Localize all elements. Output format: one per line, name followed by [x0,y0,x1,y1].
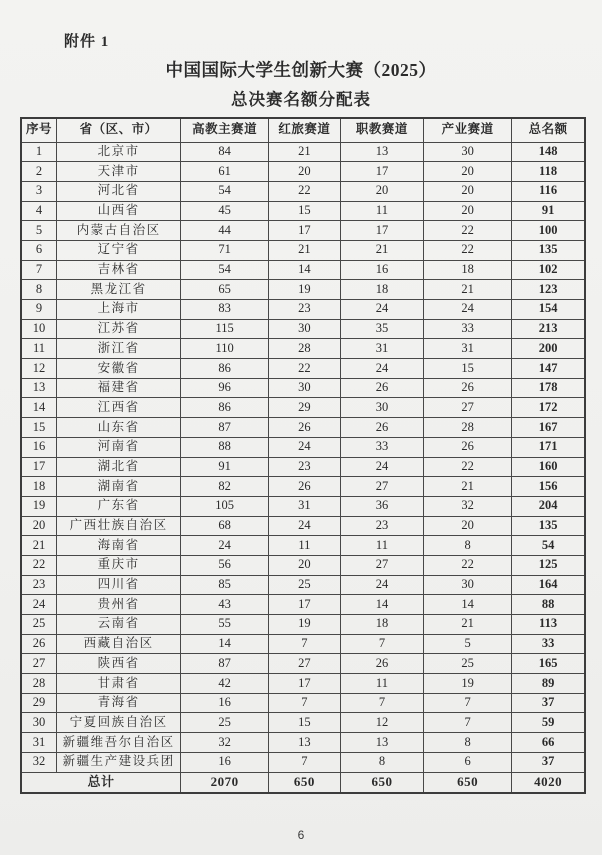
province-name-cell: 江苏省 [57,319,181,339]
quota-vocational-cell: 20 [340,181,423,201]
quota-vocational-cell: 30 [340,398,423,418]
quota-vocational-cell: 24 [340,457,423,477]
quota-vocational-cell: 7 [340,634,423,654]
quota-industry-cell: 30 [424,142,512,162]
quota-industry-cell: 21 [424,280,512,300]
quota-higher-ed-cell: 71 [181,240,269,260]
quota-industry-cell: 22 [424,457,512,477]
table-row [21,240,585,260]
province-name-cell: 宁夏回族自治区 [57,713,181,733]
quota-vocational-cell: 7 [340,693,423,713]
table-row [21,378,585,398]
quota-industry-cell: 21 [424,615,512,635]
quota-red-tourism-cell: 7 [269,693,341,713]
table-row [21,221,585,241]
row-total-cell: 135 [512,240,585,260]
quota-vocational-cell: 14 [340,595,423,615]
quota-industry-cell: 25 [424,654,512,674]
quota-industry-cell: 33 [424,319,512,339]
table-row [21,575,585,595]
quota-red-tourism-cell: 22 [269,359,341,379]
quota-industry-cell: 22 [424,555,512,575]
quota-industry-cell: 21 [424,477,512,497]
quota-higher-ed-cell: 61 [181,162,269,182]
province-name-cell: 福建省 [57,378,181,398]
quota-industry-cell: 26 [424,378,512,398]
quota-red-tourism-cell: 11 [269,536,341,556]
row-total-cell: 156 [512,477,585,497]
quota-higher-ed-cell: 56 [181,555,269,575]
row-index-cell: 32 [21,752,57,772]
row-index-cell: 22 [21,555,57,575]
quota-industry-cell: 20 [424,162,512,182]
row-index-cell: 8 [21,280,57,300]
grand-total-value-cell: 650 [269,772,341,793]
province-name-cell: 吉林省 [57,260,181,280]
quota-industry-cell: 15 [424,359,512,379]
province-name-cell: 浙江省 [57,339,181,359]
column-header-cell: 序号 [21,118,57,142]
quota-vocational-cell: 8 [340,752,423,772]
row-total-cell: 88 [512,595,585,615]
quota-red-tourism-cell: 20 [269,555,341,575]
row-index-cell: 15 [21,418,57,438]
province-name-cell: 陕西省 [57,654,181,674]
row-index-cell: 17 [21,457,57,477]
row-total-cell: 171 [512,437,585,457]
quota-red-tourism-cell: 20 [269,162,341,182]
row-total-cell: 91 [512,201,585,221]
row-total-cell: 154 [512,300,585,320]
quota-industry-cell: 20 [424,516,512,536]
row-index-cell: 23 [21,575,57,595]
table-row [21,418,585,438]
quota-vocational-cell: 17 [340,221,423,241]
quota-industry-cell: 20 [424,181,512,201]
table-row [21,437,585,457]
row-index-cell: 26 [21,634,57,654]
row-total-cell: 100 [512,221,585,241]
table-row [21,477,585,497]
quota-red-tourism-cell: 17 [269,221,341,241]
row-index-cell: 16 [21,437,57,457]
quota-higher-ed-cell: 82 [181,477,269,497]
column-header-cell: 职教赛道 [340,118,423,142]
table-row [21,280,585,300]
quota-vocational-cell: 13 [340,733,423,753]
row-total-cell: 54 [512,536,585,556]
quota-vocational-cell: 26 [340,654,423,674]
province-name-cell: 四川省 [57,575,181,595]
quota-higher-ed-cell: 44 [181,221,269,241]
quota-vocational-cell: 18 [340,280,423,300]
quota-allocation-table [20,117,586,794]
quota-industry-cell: 26 [424,437,512,457]
row-index-cell: 18 [21,477,57,497]
quota-higher-ed-cell: 54 [181,260,269,280]
quota-red-tourism-cell: 26 [269,418,341,438]
table-row [21,693,585,713]
quota-higher-ed-cell: 16 [181,693,269,713]
quota-red-tourism-cell: 19 [269,615,341,635]
grand-total-value-cell: 2070 [181,772,269,793]
quota-industry-cell: 24 [424,300,512,320]
attachment-label: 附件 1 [64,34,110,50]
table-header [21,118,585,142]
row-total-cell: 164 [512,575,585,595]
table-row [21,162,585,182]
quota-red-tourism-cell: 27 [269,654,341,674]
quota-higher-ed-cell: 25 [181,713,269,733]
province-name-cell: 青海省 [57,693,181,713]
quota-higher-ed-cell: 45 [181,201,269,221]
quota-vocational-cell: 17 [340,162,423,182]
row-total-cell: 165 [512,654,585,674]
quota-red-tourism-cell: 23 [269,300,341,320]
quota-higher-ed-cell: 14 [181,634,269,654]
quota-red-tourism-cell: 28 [269,339,341,359]
quota-red-tourism-cell: 14 [269,260,341,280]
quota-red-tourism-cell: 7 [269,752,341,772]
quota-vocational-cell: 11 [340,674,423,694]
quota-higher-ed-cell: 65 [181,280,269,300]
quota-higher-ed-cell: 91 [181,457,269,477]
quota-vocational-cell: 26 [340,418,423,438]
quota-vocational-cell: 24 [340,575,423,595]
quota-higher-ed-cell: 110 [181,339,269,359]
row-total-cell: 172 [512,398,585,418]
table-row [21,201,585,221]
column-header-cell: 高教主赛道 [181,118,269,142]
quota-vocational-cell: 12 [340,713,423,733]
quota-industry-cell: 32 [424,496,512,516]
quota-red-tourism-cell: 17 [269,595,341,615]
quota-red-tourism-cell: 24 [269,437,341,457]
quota-industry-cell: 8 [424,536,512,556]
province-name-cell: 广西壮族自治区 [57,516,181,536]
province-name-cell: 重庆市 [57,555,181,575]
table-row [21,300,585,320]
row-index-cell: 24 [21,595,57,615]
table-footer [21,772,585,793]
quota-industry-cell: 5 [424,634,512,654]
grand-total-value-cell: 4020 [512,772,585,793]
province-name-cell: 新疆生产建设兵团 [57,752,181,772]
table-row [21,260,585,280]
row-total-cell: 113 [512,615,585,635]
quota-red-tourism-cell: 24 [269,516,341,536]
quota-higher-ed-cell: 96 [181,378,269,398]
quota-red-tourism-cell: 29 [269,398,341,418]
grand-total-value-cell: 650 [340,772,423,793]
row-index-cell: 1 [21,142,57,162]
quota-vocational-cell: 11 [340,201,423,221]
row-index-cell: 21 [21,536,57,556]
quota-vocational-cell: 33 [340,437,423,457]
row-index-cell: 9 [21,300,57,320]
row-total-cell: 37 [512,752,585,772]
province-name-cell: 西藏自治区 [57,634,181,654]
table-row [21,752,585,772]
table-body [21,142,585,772]
column-header-cell: 红旅赛道 [269,118,341,142]
quota-industry-cell: 7 [424,713,512,733]
table-row [21,733,585,753]
quota-industry-cell: 18 [424,260,512,280]
province-name-cell: 黑龙江省 [57,280,181,300]
quota-industry-cell: 27 [424,398,512,418]
quota-industry-cell: 7 [424,693,512,713]
row-total-cell: 123 [512,280,585,300]
row-index-cell: 3 [21,181,57,201]
quota-red-tourism-cell: 21 [269,142,341,162]
quota-vocational-cell: 27 [340,555,423,575]
quota-industry-cell: 14 [424,595,512,615]
quota-red-tourism-cell: 30 [269,319,341,339]
row-total-cell: 148 [512,142,585,162]
document-subtitle: 总决赛名额分配表 [231,90,371,109]
row-index-cell: 28 [21,674,57,694]
row-total-cell: 37 [512,693,585,713]
quota-industry-cell: 22 [424,221,512,241]
quota-red-tourism-cell: 31 [269,496,341,516]
province-name-cell: 贵州省 [57,595,181,615]
province-name-cell: 江西省 [57,398,181,418]
row-index-cell: 19 [21,496,57,516]
row-total-cell: 125 [512,555,585,575]
row-total-cell: 204 [512,496,585,516]
row-index-cell: 13 [21,378,57,398]
row-total-cell: 33 [512,634,585,654]
document-title: 中国国际大学生创新大赛（2025） [165,60,437,80]
page-number: 6 [297,828,305,842]
table-row [21,398,585,418]
quota-red-tourism-cell: 7 [269,634,341,654]
quota-higher-ed-cell: 32 [181,733,269,753]
row-total-cell: 59 [512,713,585,733]
row-index-cell: 4 [21,201,57,221]
row-index-cell: 30 [21,713,57,733]
quota-higher-ed-cell: 54 [181,181,269,201]
quota-higher-ed-cell: 87 [181,418,269,438]
province-name-cell: 湖南省 [57,477,181,497]
quota-vocational-cell: 31 [340,339,423,359]
quota-industry-cell: 30 [424,575,512,595]
province-name-cell: 辽宁省 [57,240,181,260]
province-name-cell: 河北省 [57,181,181,201]
quota-industry-cell: 19 [424,674,512,694]
table-row [21,615,585,635]
quota-industry-cell: 22 [424,240,512,260]
row-total-cell: 200 [512,339,585,359]
table-row [21,457,585,477]
quota-vocational-cell: 21 [340,240,423,260]
quota-red-tourism-cell: 15 [269,201,341,221]
quota-red-tourism-cell: 17 [269,674,341,694]
grand-total-label-cell: 总计 [21,772,181,793]
table-row [21,142,585,162]
row-index-cell: 25 [21,615,57,635]
quota-vocational-cell: 35 [340,319,423,339]
table-row [21,555,585,575]
column-header-cell: 省（区、市） [57,118,181,142]
quota-higher-ed-cell: 88 [181,437,269,457]
row-index-cell: 7 [21,260,57,280]
province-name-cell: 湖北省 [57,457,181,477]
quota-industry-cell: 20 [424,201,512,221]
quota-vocational-cell: 36 [340,496,423,516]
province-name-cell: 山东省 [57,418,181,438]
quota-industry-cell: 31 [424,339,512,359]
row-index-cell: 6 [21,240,57,260]
row-total-cell: 160 [512,457,585,477]
quota-industry-cell: 28 [424,418,512,438]
row-total-cell: 66 [512,733,585,753]
quota-vocational-cell: 18 [340,615,423,635]
quota-higher-ed-cell: 55 [181,615,269,635]
table-row [21,181,585,201]
quota-red-tourism-cell: 19 [269,280,341,300]
quota-higher-ed-cell: 68 [181,516,269,536]
quota-industry-cell: 6 [424,752,512,772]
province-name-cell: 河南省 [57,437,181,457]
row-total-cell: 178 [512,378,585,398]
quota-higher-ed-cell: 86 [181,359,269,379]
row-total-cell: 147 [512,359,585,379]
quota-vocational-cell: 23 [340,516,423,536]
quota-vocational-cell: 27 [340,477,423,497]
header-row [21,118,585,142]
table-row [21,536,585,556]
quota-higher-ed-cell: 16 [181,752,269,772]
province-name-cell: 安徽省 [57,359,181,379]
province-name-cell: 甘肃省 [57,674,181,694]
quota-higher-ed-cell: 86 [181,398,269,418]
quota-red-tourism-cell: 22 [269,181,341,201]
province-name-cell: 海南省 [57,536,181,556]
row-index-cell: 12 [21,359,57,379]
column-header-cell: 产业赛道 [424,118,512,142]
quota-red-tourism-cell: 30 [269,378,341,398]
quota-red-tourism-cell: 21 [269,240,341,260]
quota-red-tourism-cell: 26 [269,477,341,497]
row-total-cell: 167 [512,418,585,438]
quota-vocational-cell: 24 [340,300,423,320]
row-total-cell: 213 [512,319,585,339]
row-index-cell: 14 [21,398,57,418]
row-total-cell: 135 [512,516,585,536]
row-total-cell: 116 [512,181,585,201]
table-row [21,654,585,674]
row-index-cell: 31 [21,733,57,753]
row-index-cell: 11 [21,339,57,359]
quota-industry-cell: 8 [424,733,512,753]
quota-higher-ed-cell: 105 [181,496,269,516]
quota-red-tourism-cell: 13 [269,733,341,753]
quota-higher-ed-cell: 87 [181,654,269,674]
row-index-cell: 29 [21,693,57,713]
table-row [21,516,585,536]
table-row [21,674,585,694]
grand-total-value-cell: 650 [424,772,512,793]
quota-red-tourism-cell: 23 [269,457,341,477]
column-header-cell: 总名额 [512,118,585,142]
table-row [21,339,585,359]
quota-higher-ed-cell: 83 [181,300,269,320]
row-index-cell: 5 [21,221,57,241]
quota-vocational-cell: 11 [340,536,423,556]
province-name-cell: 云南省 [57,615,181,635]
quota-vocational-cell: 24 [340,359,423,379]
table-row [21,634,585,654]
quota-higher-ed-cell: 42 [181,674,269,694]
quota-vocational-cell: 13 [340,142,423,162]
province-name-cell: 上海市 [57,300,181,320]
quota-higher-ed-cell: 85 [181,575,269,595]
row-total-cell: 118 [512,162,585,182]
table-row [21,496,585,516]
table-row [21,319,585,339]
province-name-cell: 北京市 [57,142,181,162]
quota-vocational-cell: 26 [340,378,423,398]
row-index-cell: 2 [21,162,57,182]
table-row [21,595,585,615]
grand-total-row [21,772,585,793]
row-index-cell: 10 [21,319,57,339]
quota-red-tourism-cell: 25 [269,575,341,595]
table-row [21,359,585,379]
province-name-cell: 天津市 [57,162,181,182]
province-name-cell: 山西省 [57,201,181,221]
row-total-cell: 89 [512,674,585,694]
quota-higher-ed-cell: 43 [181,595,269,615]
quota-higher-ed-cell: 84 [181,142,269,162]
quota-vocational-cell: 16 [340,260,423,280]
row-index-cell: 27 [21,654,57,674]
quota-higher-ed-cell: 115 [181,319,269,339]
row-total-cell: 102 [512,260,585,280]
province-name-cell: 广东省 [57,496,181,516]
province-name-cell: 内蒙古自治区 [57,221,181,241]
province-name-cell: 新疆维吾尔自治区 [57,733,181,753]
quota-red-tourism-cell: 15 [269,713,341,733]
table-row [21,713,585,733]
quota-higher-ed-cell: 24 [181,536,269,556]
row-index-cell: 20 [21,516,57,536]
